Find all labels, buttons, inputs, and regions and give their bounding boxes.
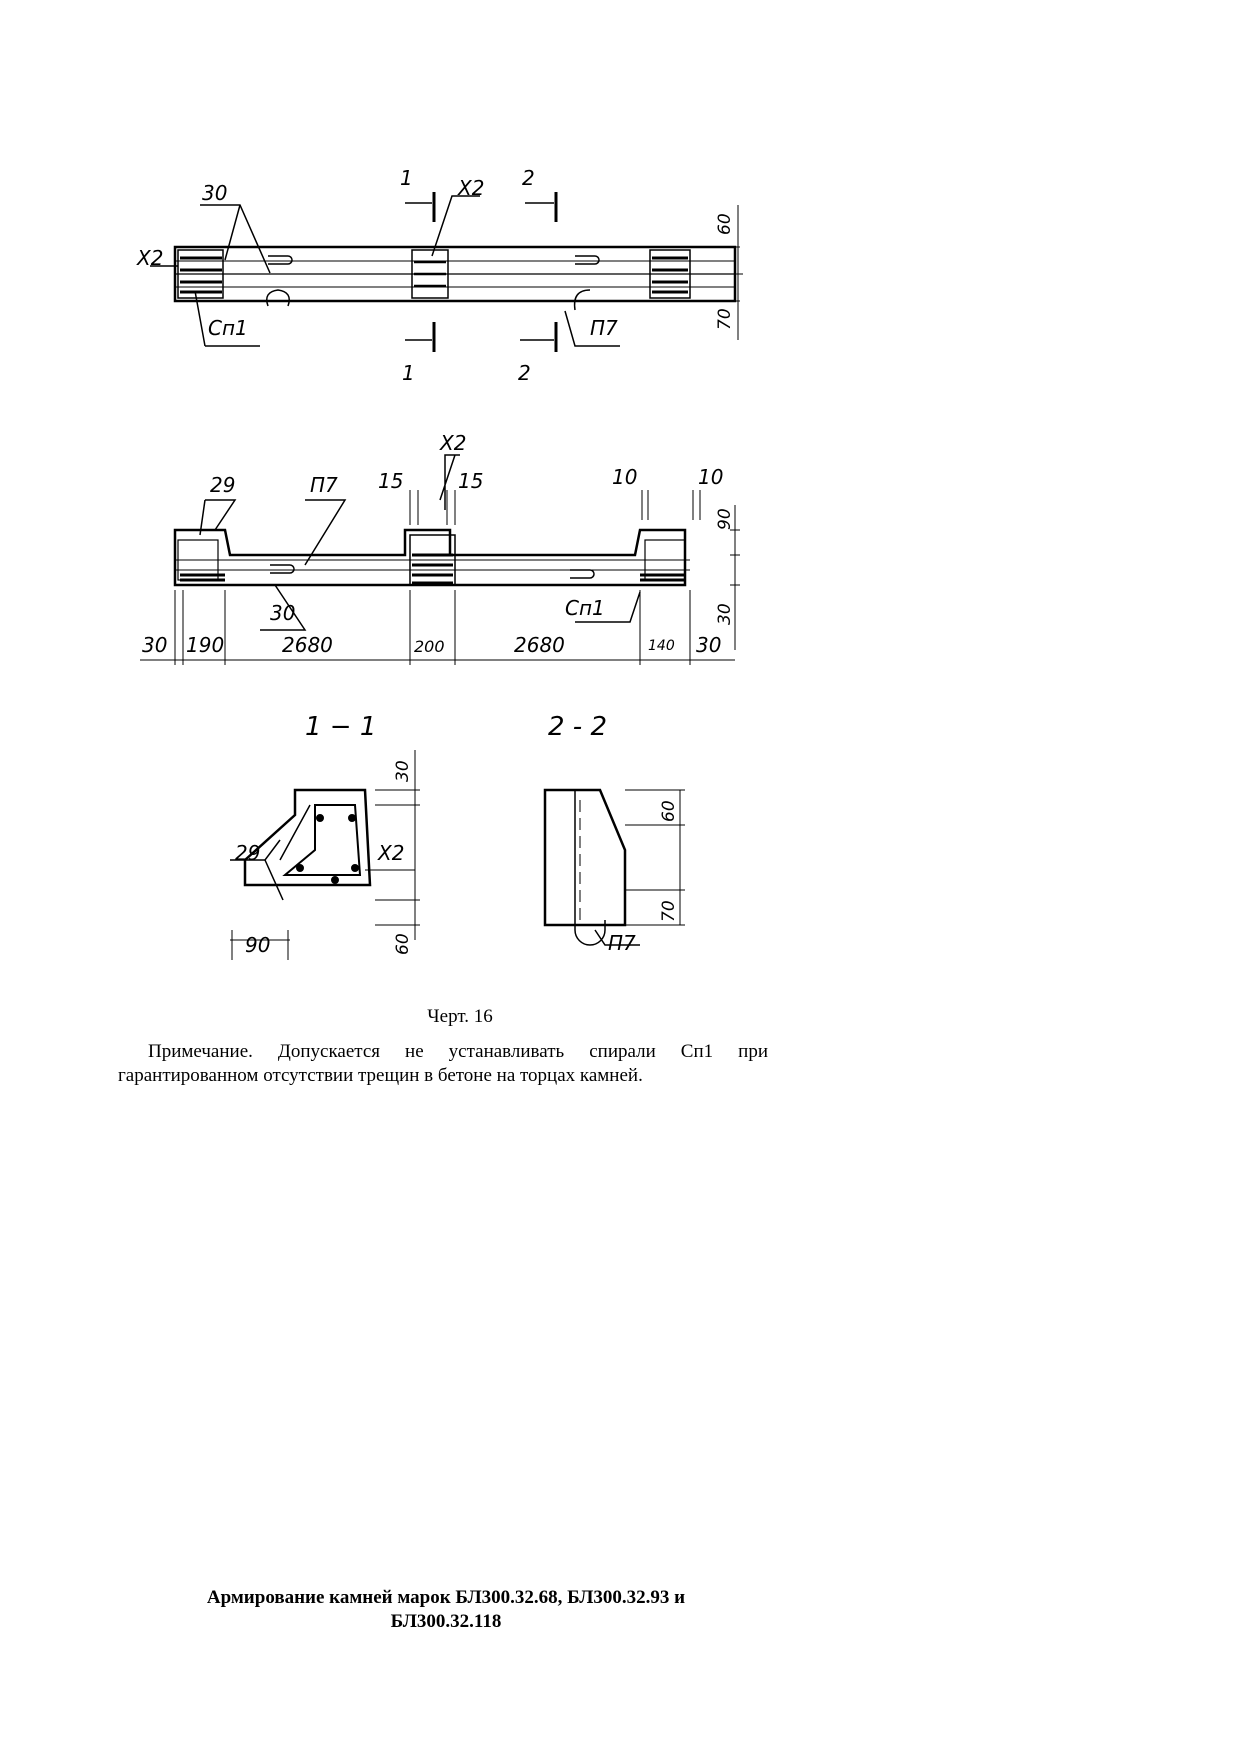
section-2-dim-60: 60 bbox=[659, 800, 679, 822]
elev-dim-90: 90 bbox=[715, 508, 735, 530]
elev-bottom-dim-190: 190 bbox=[186, 633, 225, 657]
elev-dim-30-right: 30 bbox=[715, 603, 735, 625]
elev-label-x2: Х2 bbox=[440, 431, 467, 455]
elev-dim-15-right: 15 bbox=[458, 469, 484, 493]
plan-dim-70: 70 bbox=[715, 308, 735, 330]
elev-bottom-dim-2680-left: 2680 bbox=[282, 633, 333, 657]
section-1-label-29: 29 bbox=[235, 841, 261, 865]
section-2-dim-70: 70 bbox=[659, 900, 679, 922]
plan-label-x2-left: Х2 bbox=[137, 246, 164, 270]
elev-bottom-dim-140: 140 bbox=[648, 638, 675, 654]
plan-label-30: 30 bbox=[202, 181, 228, 205]
plan-label-sp1: Сп1 bbox=[208, 316, 248, 340]
elev-label-29: 29 bbox=[210, 473, 236, 497]
section-1-label-x2: Х2 bbox=[378, 841, 405, 865]
plan-label-p7: П7 bbox=[590, 316, 618, 340]
elev-label-sp1: Сп1 bbox=[565, 596, 605, 620]
section-heading: Армирование камней марок БЛ300.32.68, БЛ300.32.93 и БЛ300.32.118 bbox=[206, 1587, 686, 1632]
plan-section-1-bottom: 1 bbox=[402, 361, 415, 385]
elev-label-p7: П7 bbox=[310, 473, 338, 497]
note-paragraph: Примечание. Допускается не устанавливать спирали Сп1 при гарантированном отсутствии трещин в бетоне на торцах камней. bbox=[118, 1041, 768, 1086]
plan-section-1-top: 1 bbox=[400, 166, 413, 190]
plan-section-2-top: 2 bbox=[522, 166, 535, 190]
section-2-title: 2 - 2 bbox=[548, 712, 607, 742]
elev-label-30: 30 bbox=[270, 601, 296, 625]
section-1-dim-30: 30 bbox=[393, 760, 413, 782]
elev-dim-15-left: 15 bbox=[378, 469, 404, 493]
section-1-title: 1 − 1 bbox=[305, 712, 377, 742]
elev-bottom-dim-200: 200 bbox=[414, 637, 445, 656]
plan-section-2-bottom: 2 bbox=[518, 361, 531, 385]
plan-dim-60: 60 bbox=[715, 213, 735, 235]
plan-label-x2-top: Х2 bbox=[458, 176, 485, 200]
section-1-dim-60: 60 bbox=[393, 933, 413, 955]
section-1-dim-90: 90 bbox=[245, 933, 271, 957]
elev-dim-10-a: 10 bbox=[612, 465, 638, 489]
elev-bottom-dim-30-right: 30 bbox=[696, 633, 722, 657]
section-2-label-p7: П7 bbox=[608, 931, 636, 955]
elev-dim-10-b: 10 bbox=[698, 465, 724, 489]
elev-bottom-dim-2680-right: 2680 bbox=[514, 633, 565, 657]
figure-caption: Черт. 16 bbox=[427, 1006, 493, 1027]
elev-bottom-dim-30-left: 30 bbox=[142, 633, 168, 657]
